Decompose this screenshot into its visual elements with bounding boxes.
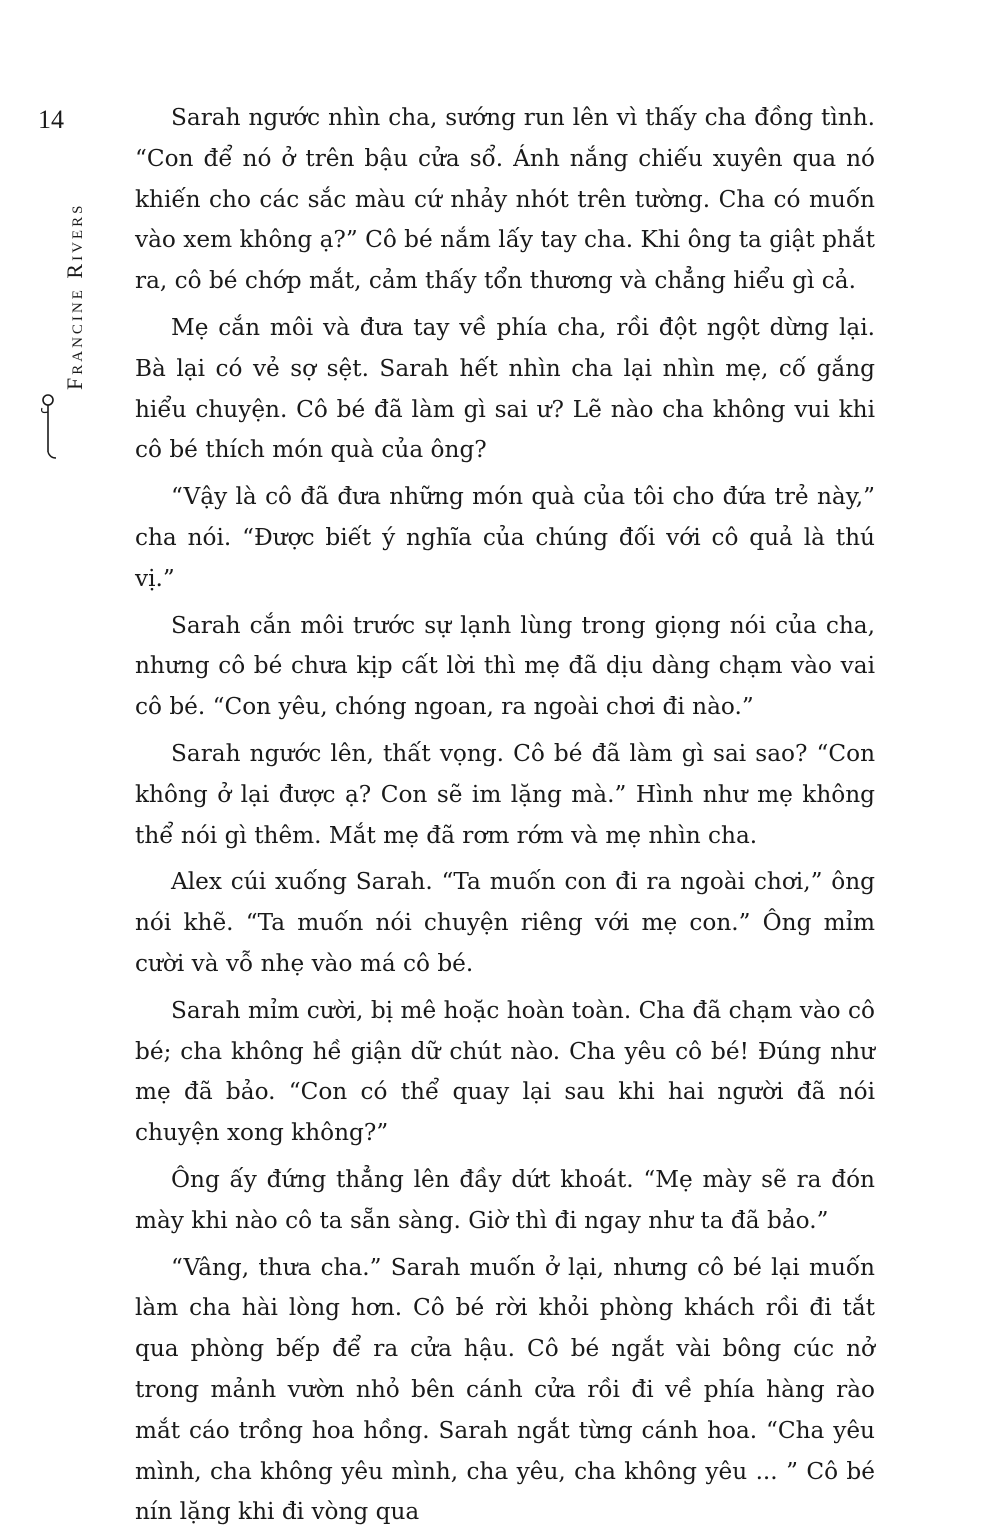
page-number: 14 bbox=[38, 105, 64, 134]
paragraph: “Vậy là cô đã đưa những món quà của tôi cho đứa trẻ này,” cha nói. “Được biết ý nghĩa của chúng đối với cô quả là thú vị.” bbox=[135, 483, 875, 592]
paragraph: Sarah ngước lên, thất vọng. Cô bé đã làm gì sai sao? “Con không ở lại được ạ? Con sẽ im lặng mà.” Hình như mẹ không thể nói gì thêm. Mắt mẹ đã rơm rớm và mẹ nhìn cha. bbox=[135, 739, 875, 849]
paragraph: Sarah mỉm cười, bị mê hoặc hoàn toàn. Cha đã chạm vào cô bé; cha không hề giận dữ chút nào. Cha yêu cô bé! Đúng như mẹ đã bảo. “Con có thể quay lại sau khi hai người đã nói chuyện xong không?” bbox=[135, 996, 875, 1147]
paragraph: Alex cúi xuống Sarah. “Ta muốn con đi ra ngoài chơi,” ông nói khẽ. “Ta muốn nói chuyện riêng với mẹ con.” Ông mỉm cười và vỗ nhẹ vào má cô bé. bbox=[135, 868, 875, 977]
body-text bbox=[135, 98, 875, 1539]
paragraph: Sarah ngước nhìn cha, sướng run lên vì thấy cha đồng tình. “Con để nó ở trên bậu cửa sổ. Ánh nắng chiếu xuyên qua nó khiến cho các sắc màu cứ nhảy nhót trên tường. Cha có muốn vào xem không ạ?” Cô bé nắm lấy tay cha. Khi ông ta giật phắt ra, cô bé chớp mắt, cảm thấy tổn thương và chẳng hiểu gì cả. bbox=[135, 104, 875, 295]
paragraph: Mẹ cắn môi và đưa tay về phía cha, rồi đột ngột dừng lại. Bà lại có vẻ sợ sệt. Sarah hết nhìn cha lại nhìn mẹ, cố gắng hiểu chuyện. Cô bé đã làm gì sai ư? Lẽ nào cha không vui khi cô bé thích món quà của ông? bbox=[135, 313, 875, 464]
paragraph: Sarah cắn môi trước sự lạnh lùng trong giọng nói của cha, nhưng cô bé chưa kịp cất lời thì mẹ đã dịu dàng chạm vào vai cô bé. “Con yêu, chóng ngoan, ra ngoài chơi đi nào.” bbox=[135, 611, 875, 721]
vine-flourish-icon bbox=[36, 392, 60, 462]
paragraph: Ông ấy đứng thẳng lên đầy dứt khoát. “Mẹ mày sẽ ra đón mày khi nào cô ta sẵn sàng. Giờ thì đi ngay như ta đã bảo.” bbox=[135, 1165, 875, 1234]
paragraph: “Vâng, thưa cha.” Sarah muốn ở lại, nhưng cô bé lại muốn làm cha hài lòng hơn. Cô bé rời khỏi phòng khách rồi đi tắt qua phòng bếp để ra cửa hậu. Cô bé ngắt vài bông cúc nở trong mảnh vườn nhỏ bên cánh cửa rồi đi về phía hàng rào mắt cáo trồng hoa hồng. Sarah ngắt từng cánh hoa. “Cha yêu mình, cha không yêu mình, cha yêu, cha không yêu ... ” Cô bé nín lặng khi đi vòng qua bbox=[135, 1253, 875, 1526]
author-name: Francine Rivers bbox=[62, 202, 87, 390]
